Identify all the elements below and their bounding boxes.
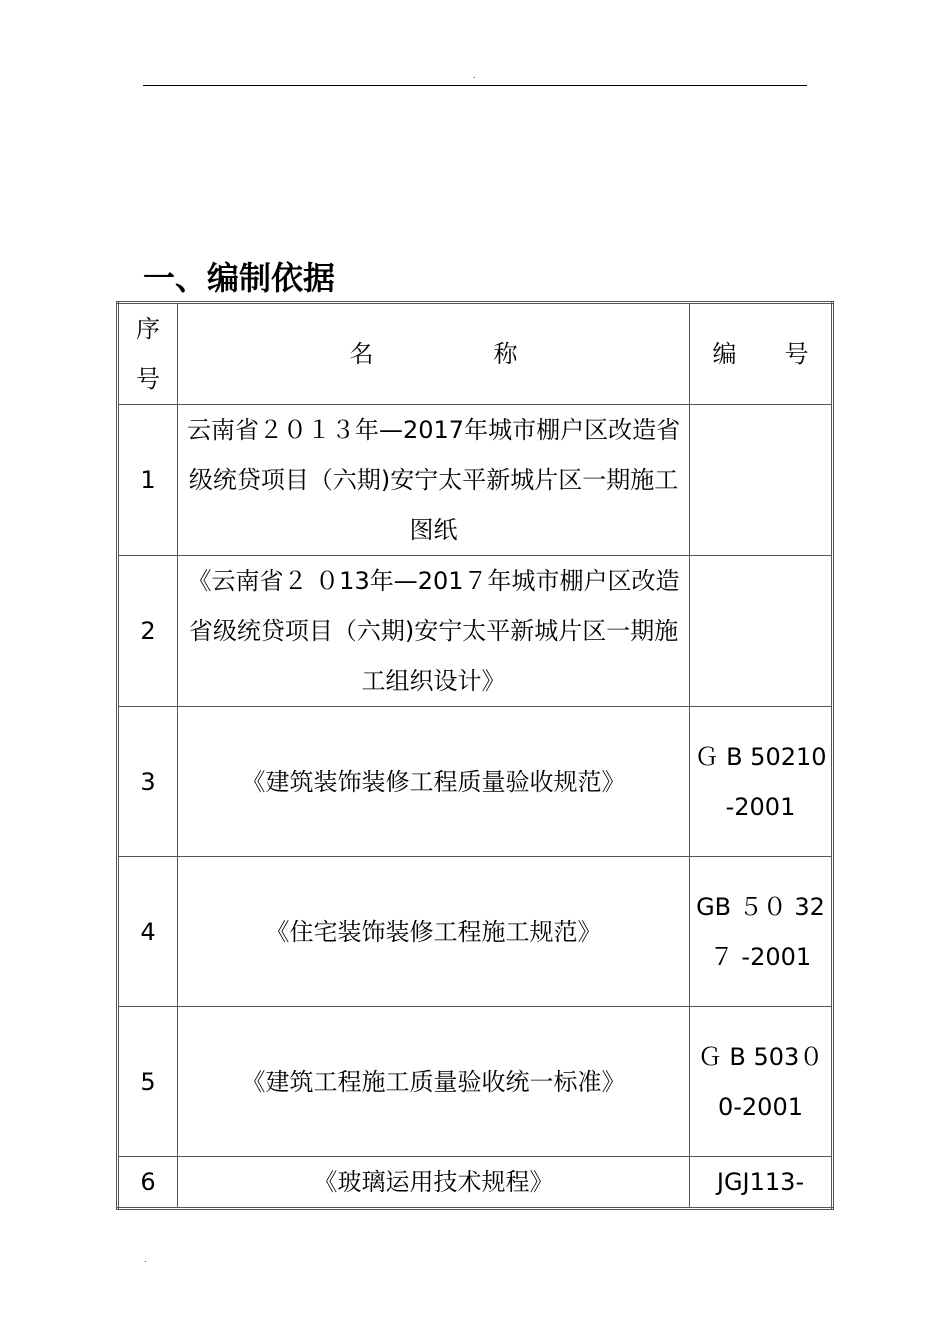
row-seq: 4 <box>118 857 178 1007</box>
row-code: Ｇ B 50210-2001 <box>689 707 832 857</box>
header-seq-line2: 号 <box>136 365 161 393</box>
row-seq: 1 <box>118 405 178 556</box>
table-row <box>118 405 833 556</box>
header-code: 编 号 <box>689 303 832 405</box>
row-seq: 2 <box>118 556 178 707</box>
row-name: 《云南省２ ０13年—201７年城市棚户区改造省级统贷项目（六期)安宁太平新城片区一期施工组织设计》 <box>178 556 690 707</box>
header-rule <box>143 85 807 86</box>
row-code: JGJ113- <box>689 1157 832 1209</box>
row-code: Ｇ B 503０0-2001 <box>689 1007 832 1157</box>
table-row <box>118 1007 833 1157</box>
header-seq <box>118 303 178 405</box>
header-seq-line1: 序 <box>136 315 161 343</box>
row-name: 《住宅装饰装修工程施工规范》 <box>178 857 690 1007</box>
section-title: 一、编制依据 <box>143 259 336 297</box>
table-row <box>118 556 833 707</box>
header-name: 名 称 <box>178 303 690 405</box>
row-seq: 5 <box>118 1007 178 1157</box>
row-name: 《建筑装饰装修工程质量验收规范》 <box>178 707 690 857</box>
table-row <box>118 857 833 1007</box>
table-header-row <box>118 303 833 405</box>
row-name: 云南省２０１３年—2017年城市棚户区改造省级统贷项目（六期)安宁太平新城片区一期施工图纸 <box>178 405 690 556</box>
row-name: 《建筑工程施工质量验收统一标准》 <box>178 1007 690 1157</box>
footer-mark: . <box>144 1255 147 1264</box>
basis-table <box>116 301 834 1210</box>
row-name: 《玻璃运用技术规程》 <box>178 1157 690 1209</box>
row-seq: 6 <box>118 1157 178 1209</box>
table-row <box>118 707 833 857</box>
row-seq: 3 <box>118 707 178 857</box>
row-code <box>689 405 832 556</box>
header-mark: . <box>473 71 476 80</box>
table-row <box>118 1157 833 1209</box>
row-code <box>689 556 832 707</box>
row-code: GB ５０ 32７ -2001 <box>689 857 832 1007</box>
